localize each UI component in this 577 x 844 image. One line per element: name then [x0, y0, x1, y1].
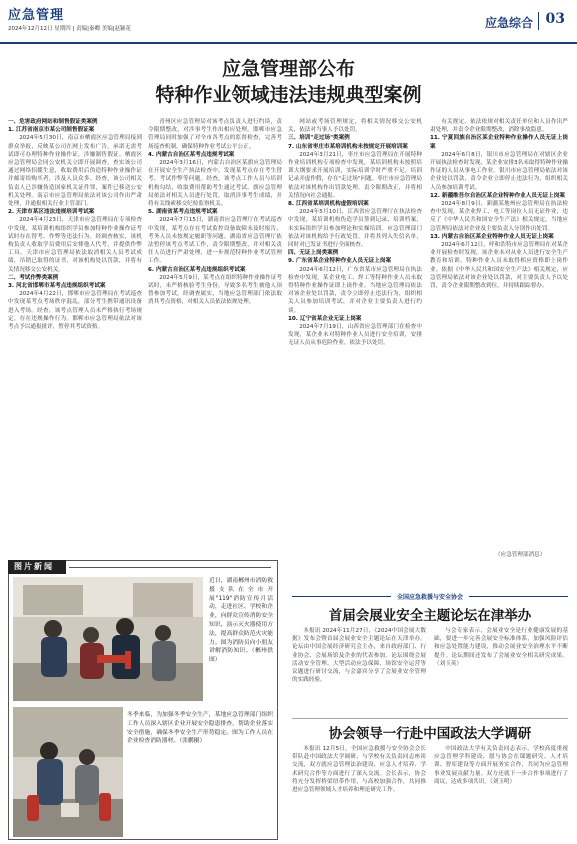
article-subheading: 12. 新疆维吾尔自治区某企业特种作业人员无证上岗案 [430, 192, 565, 199]
article-paragraph: 2024年3月21日，枣庄市应急管理局在开展特种作业培训机构专项检查中发现，某培训机构未按照培训大纲要求开展培训，实际培训学时严重不足，培训记录弄虚作假，存在"走过场"问题。枣庄市应急管理局依法对该机构作出罚款处理，责令限期改正，并将相关情况向社会通报。 [288, 151, 422, 199]
story-1-body [292, 627, 568, 715]
photo-safety-inspection [13, 707, 123, 837]
story-2-paragraph-a: 本报讯 12月5日，全国应急救援与安全协会会长带队赴中国政法大学调研，与学校有关负责同志座谈交流，双方就应急管理法治建设、应急人才培养、学术研究合作等方面进行了深入交流。会长表示，协会将充分发挥桥梁纽带作用，与高校加强合作，共同推进应急管理领域人才培养和理论研究工作。 [292, 746, 426, 794]
photo-news-box [8, 560, 278, 840]
newspaper-brand: 应急管理 [8, 8, 65, 23]
story-2-title: 协会领导一行赴中国政法大学调研 [328, 726, 532, 742]
article-subheading: 11. 宁夏回族自治区某企业特种作业操作人员无证上岗案 [430, 135, 568, 150]
article-subheading: 3. 河北省邯郸市某考点违规组织考试案 [8, 283, 106, 290]
masthead [0, 0, 577, 44]
ribbon-label: 全国应急救援与安全协会 [397, 594, 464, 601]
story-2-col-a [292, 745, 426, 794]
article-signoff: （应急管理部消息） [492, 550, 545, 558]
article-subheading: 6. 内蒙古自治区某考点违规组织考试案 [148, 266, 246, 273]
photo-news-tag: 图片新闻 [8, 560, 66, 574]
article-paragraph: 2024年4月22日，邯郸市应急管理局在考试巡查中发现某考点考场秩序混乱，部分考生携带通讯设备进入考场。经查，该考点管理人员未严格执行考场规定，存在违规操作行为。邯郸市应急管理局依法对该考点予以通报批评，暂停其考试资格。 [8, 291, 142, 331]
article-subheading: 9. 广东省某企业特种作业人员无证上岗案 [288, 258, 392, 265]
story-1-title: 首届会展业安全主题论坛在津举办 [328, 608, 532, 624]
article-column-3 [288, 118, 422, 558]
article-paragraph: 青州区应急管理局对该考点负责人进行约谈，责令限期整改，对涉事考生作出相应处理。邯郸市应急管理局同时加强了对全市各考点的监督检查，完善考场巡查机制，确保特种作业考试公平公正。 [148, 119, 282, 150]
story-2-col-b [434, 745, 568, 786]
article-paragraph: 2024年6月8日，银川市应急管理局在对辖区企业开展执法检查时发现，某企业安排3名未取得特种作业操作证的人员从事电工作业。银川市应急管理局依法对该企业处以罚款，责令企业立即停止违法行为，组织相关人员参加培训考试。 [430, 151, 568, 191]
article-subheading: 5. 湖南省某考点违规考试案 [148, 209, 218, 216]
article-paragraph: 2024年5月9日，某考点在组织特种作业操作证考试时，未严格核验考生身份，导致多名考生被他人顶替参加考试。经调查属实，当地应急管理部门依法取消其考点资格，对相关人员依法依规处理。 [148, 274, 282, 306]
dateline: 2024年12月12日 星期四 | 责编|秦卿 美编|赵颖花 [8, 26, 132, 32]
section-title: 应急综合 [484, 16, 533, 30]
article-paragraph: 2024年4月23日，天津市应急管理局在专项检查中发现，某培训机构组织学员参加特种作业操作证考试时存在替考、作弊等违法行为。经调查核实，该机构负责人收取学员费用后安排他人代考，并提供作弊工具。天津市应急管理局依法取消相关人员考试成绩，吊销已取得的证书，对该机构处以罚款，并将有关情况移交公安机关。 [8, 217, 142, 273]
page-number: 03 [545, 11, 565, 27]
headline-line-2: 特种作业领域违法违规典型案例 [155, 84, 422, 106]
photo-caption-1: 近日，湖南郴州市消防救援支队在全市开展"119"消防宣传月活动，走进社区、学校和企业，向群众宣传消防安全知识，演示灭火器使用方法，提高群众防范火灾能力。图为消防员向小朋友讲解消防知识。（郴州供图） [209, 578, 273, 664]
association-ribbon [292, 592, 568, 601]
article-subheading: 二、考试作弊类案例 [8, 274, 59, 281]
story-1-col-a [292, 627, 426, 684]
story-1-paragraph-a: 本报讯 2024年11月27日，《2024中国会展大数据》发布会暨首届会展业安全主题论坛在天津举办。论坛由中国会展经济研究会主办，来自政府部门、行业协会、会展场馆及企业的代表参加。论坛围绕会展活动安全管理、大型活动应急保障、场馆安全运营等议题进行研讨交流，与会嘉宾分享了会展业安全管理的实践经验。 [292, 628, 426, 684]
headline-line-1: 应急管理部公布 [221, 58, 355, 80]
main-headline [0, 56, 577, 108]
article-paragraph: 有关规定，依法依规对相关责任单位和人员作出严肃处理，并责令企业限期整改，消除事故隐患。 [430, 119, 568, 134]
photo-caption-2: 冬季来临，为加强冬季安全生产，某地应急管理部门组织工作人员深入辖区企业开展安全隐患排查，帮助企业落实安全措施，确保冬季安全生产形势稳定。图为工作人员在企业检查消防器材。（张鹏摄） [127, 712, 273, 745]
article-column-4 [430, 118, 568, 558]
ribbon-rule-left [292, 596, 391, 597]
article-subheading: 2. 天津市某区违法违规培训考试案 [8, 209, 95, 216]
story-2-paragraph-b: 中国政法大学有关负责同志表示，学校高度重视应急管理学科建设，愿与协会在课题研究、人才培训、智库建设等方面开展务实合作，共同为应急管理事业发展贡献力量。双方还就下一步合作事项进行了商议，达成多项共识。（刘玉明） [434, 746, 568, 785]
story-separator [292, 718, 568, 719]
photo-news-rule [69, 567, 271, 568]
article-subheading: 1. 江苏省南京市某公司制售假证案 [8, 127, 95, 134]
article-subheading: 7. 山东省枣庄市某培训机构未按规定开展培训案 [288, 143, 408, 150]
article-paragraph: 2024年3月16日，内蒙古自治区某旗应急管理局在开展安全生产执法检查中，发现某考点存在考生替考、考试作弊等问题。经查，该考点工作人员与培训机构勾结，收取费用帮助考生通过考试。旗应急管理局依法对相关人员进行处罚，取消涉事考生成绩，并将有关线索移交纪检监察机关。 [148, 160, 282, 208]
article-subheading: 四、无证上岗类案例 [288, 250, 339, 257]
photo-fire-education [13, 577, 203, 701]
article-subheading: 一、危害政府网站和制售假证类案例 [8, 119, 98, 125]
article-paragraph: 2024年7月19日，山西省应急管理部门在检查中发现，某企业未对特种作业人员进行安全培训，安排无证人员从事危险作业，依法予以处罚。 [288, 324, 422, 347]
article-paragraph: 2024年5月10日，江西省应急管理厅在执法检查中发现，某培训机构伪造学员签到记录、培训档案，未实际组织学员参加理论和实操培训。应急管理部门依法对该机构给予行政处罚，并将其列入失信名单，同时对已发证书进行全面核查。 [288, 209, 422, 249]
article-paragraph: 2024年5月30日，南京市栖霞区应急管理局接到群众举报，反映某公司在网上发布广告，承诺无需考试即可办理特种作业操作证，涉嫌制售假证。栖霞区应急管理局会同公安机关立即开展调查，查实该公司通过网络招揽生意，收取费用后伪造特种作业操作证并邮寄给购买者，涉及人员众多。经查，该公司相关负责人已涉嫌伪造国家机关证件罪，案件已移送公安机关处理。南京市应急管理局依法对该公司作出严肃处理，并通报相关行业主管部门。 [8, 135, 142, 208]
article-paragraph: 网站或考场管理规定，将相关情况移交公安机关，依法对当事人予以处罚。 [288, 119, 422, 134]
article-paragraph: 2024年6月12日，广东省某市应急管理局在执法检查中发现，某企业电工、焊工等特种作业人员未取得特种作业操作证即上岗作业。当地应急管理局依法对该企业处以罚款，责令立即停止违法行为，组织相关人员参加培训考试，并对企业主要负责人进行约谈。 [288, 266, 422, 314]
story-2-body [292, 745, 568, 841]
article-paragraph: 2024年8月9日，新疆某地州应急管理局在执法检查中发现，某企业焊工、电工等岗位人员无证作业，违反了《中华人民共和国安全生产法》相关规定。当地应急管理局依法对企业及主要负责人分别作出处罚。 [430, 201, 568, 232]
article-paragraph: 2024年7月15日，湖南省应急管理厅在考试巡查中发现，某考点存在考试监控设备故障未及时报告、考务人员未按规定履职等问题。湖南省应急管理厅依法暂停该考点考试工作，责令限期整改，并对相关责任人员进行严肃处理，进一步规范特种作业考试管理工作。 [148, 217, 282, 265]
article-column-1 [8, 118, 142, 558]
article-paragraph: 2024年6月12日，呼和浩特市应急管理局在对某企业开展检查时发现，该企业未对从业人员进行安全生产教育和培训，特种作业人员未取得相应资格即上岗作业。依据《中华人民共和国安全生产法》相关规定，应急管理局依法对该企业处以罚款，对主要负责人予以处罚，责令企业限期整改到位，并持续跟踪督办。 [430, 242, 568, 290]
masthead-divider [538, 12, 539, 30]
story-1-col-b [434, 627, 568, 668]
article-column-2 [148, 118, 282, 558]
article-subheading: 8. 江西省某培训机构虚假培训案 [288, 201, 369, 208]
article-subheading: 10. 辽宁省某企业无证上岗案 [288, 315, 362, 322]
story-1-paragraph-b: 与会专家表示，会展业安全是行业健康发展的基础，要进一步完善会展安全标准体系，加强风险评估和应急处置能力建设，推动会展业安全治理水平不断提升。论坛期间还发布了会展业安全相关研究成果。（刘玉英） [434, 628, 568, 667]
article-subheading: 13. 内蒙古自治区某企业特种作业人员无证上岗案 [430, 233, 554, 240]
article-subheading: 4. 内蒙古自治区某考点违规考试案 [148, 151, 235, 158]
ribbon-rule-right [469, 596, 568, 597]
article-subheading: 三、培训"走过场"类案例 [288, 135, 350, 142]
